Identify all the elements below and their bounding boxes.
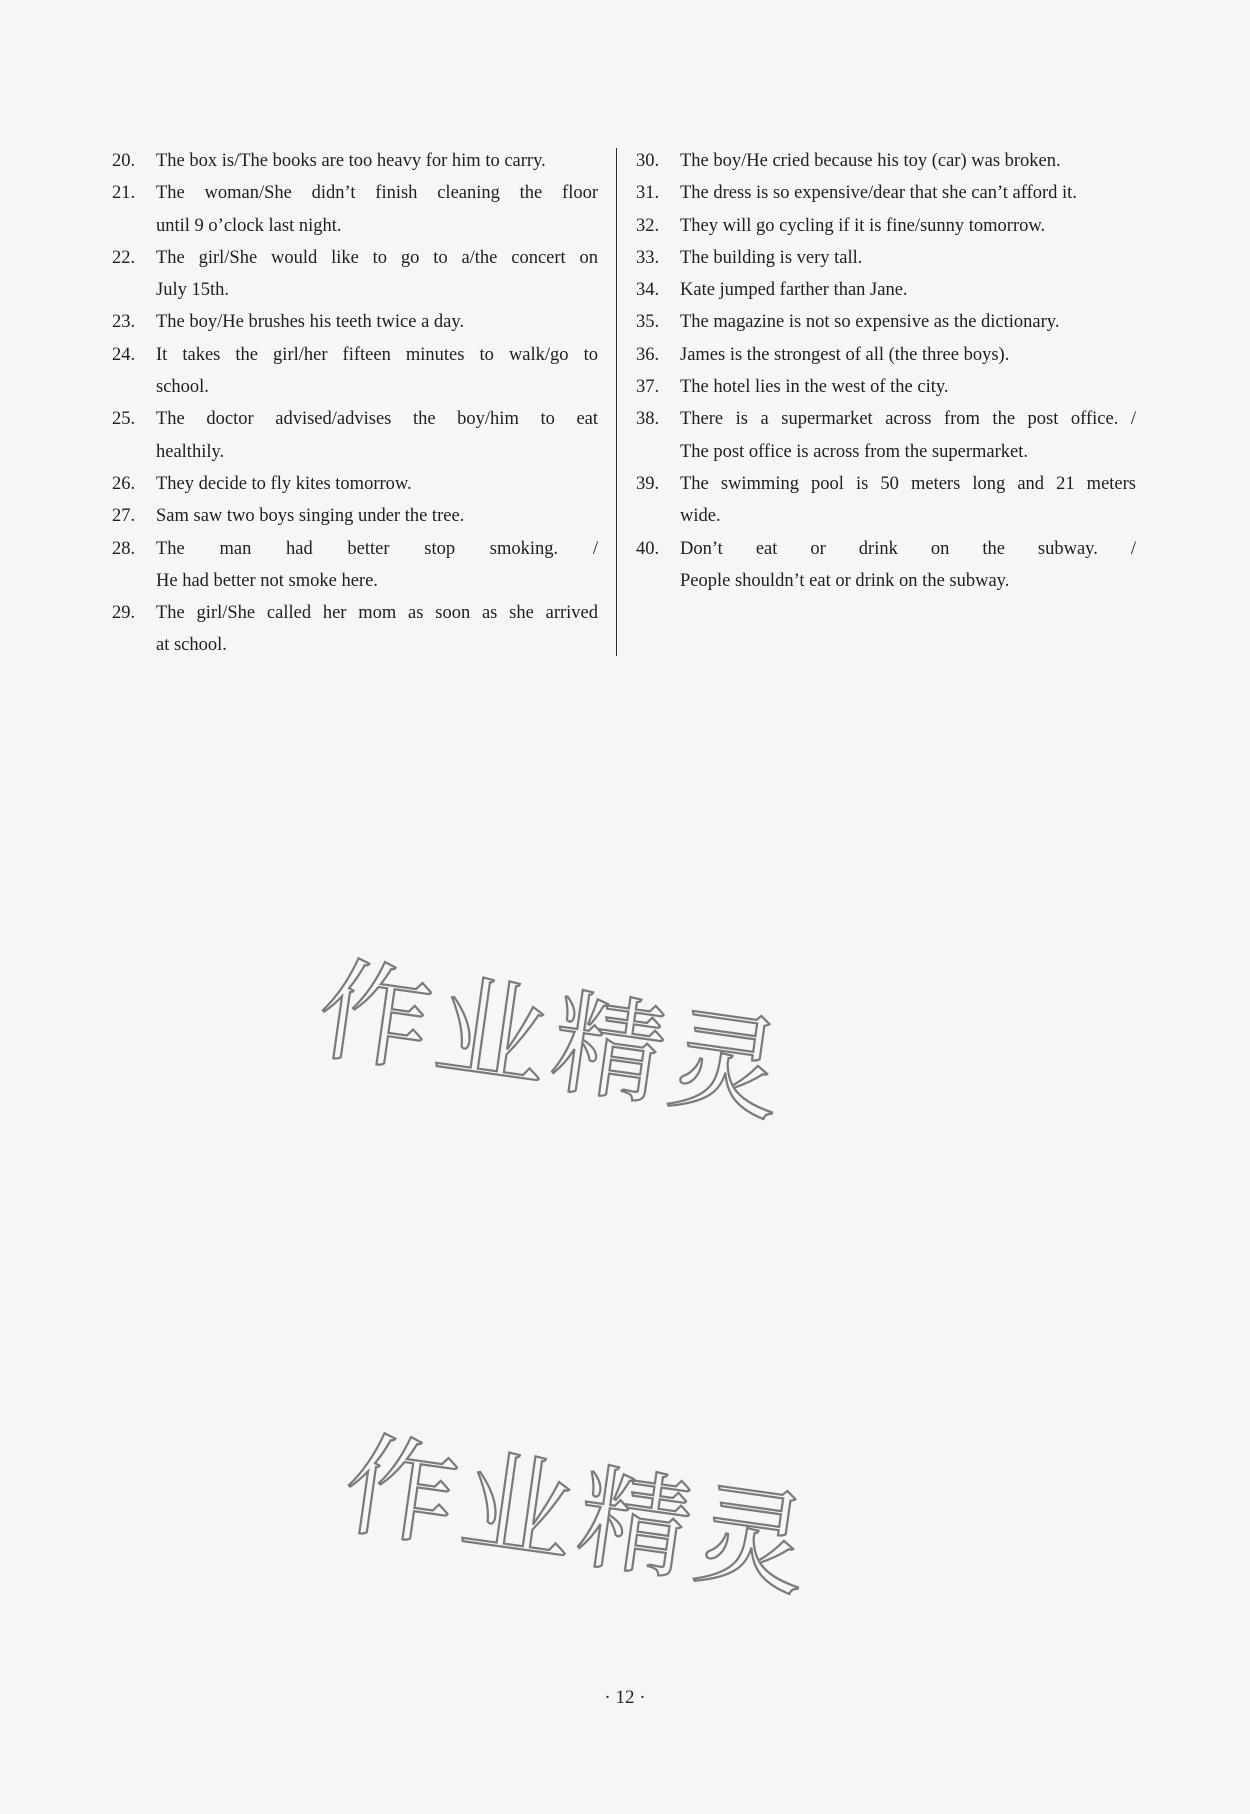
- answer-line: The doctor advised/advises the boy/him to eat: [156, 409, 598, 430]
- answer-text: [680, 468, 1136, 533]
- answer-text: [680, 533, 1136, 598]
- answer-number: 26.: [112, 473, 136, 494]
- answer-line: Sam saw two boys singing under the tree.: [156, 506, 465, 527]
- answer-line: The girl/She called her mom as soon as she arrived: [156, 603, 598, 624]
- answer-item: [112, 468, 598, 500]
- answer-line: They decide to fly kites tomorrow.: [156, 473, 412, 494]
- answer-item: [112, 177, 598, 242]
- answer-line: James is the strongest of all (the three boys).: [680, 344, 1010, 365]
- answer-item: [112, 403, 598, 468]
- answers-right-column: [636, 145, 1136, 597]
- answer-line: It takes the girl/her fifteen minutes to walk/go to: [156, 344, 598, 365]
- answer-item: [112, 500, 598, 532]
- answer-line: The hotel lies in the west of the city.: [680, 377, 949, 398]
- answer-line: healthily.: [156, 441, 225, 462]
- answer-text: [680, 242, 1136, 274]
- answer-line: The boy/He brushes his teeth twice a day.: [156, 312, 465, 333]
- watermark-bottom: 作业精灵: [336, 1419, 822, 1615]
- answer-number: 27.: [112, 506, 136, 527]
- answers-left-column: [112, 145, 598, 662]
- answer-number: 29.: [112, 603, 136, 624]
- watermark-top: 作业精灵: [310, 944, 796, 1140]
- answer-line: There is a supermarket across from the post office. /: [680, 409, 1136, 430]
- answer-line: They will go cycling if it is fine/sunny tomorrow.: [680, 215, 1046, 236]
- answer-line: The boy/He cried because his toy (car) was broken.: [680, 151, 1061, 171]
- answer-number: 23.: [112, 312, 136, 333]
- answer-text: [156, 242, 598, 307]
- answer-line: until 9 o’clock last night.: [156, 215, 342, 236]
- answer-text: [156, 306, 598, 338]
- answer-line: The building is very tall.: [680, 247, 863, 268]
- answer-number: 24.: [112, 344, 136, 365]
- answer-item: [112, 597, 598, 662]
- answer-number: 39.: [636, 473, 660, 494]
- page-number: · 12 ·: [604, 1687, 646, 1708]
- column-divider: [616, 148, 617, 656]
- answer-text: [156, 500, 598, 532]
- answer-line: school.: [156, 377, 209, 398]
- answer-line: at school.: [156, 635, 227, 656]
- answer-line: People shouldn’t eat or drink on the subway.: [680, 570, 1010, 591]
- answer-item: [112, 242, 598, 307]
- answer-number: 28.: [112, 538, 136, 559]
- answer-text: [156, 533, 598, 598]
- answer-item: [636, 371, 1136, 403]
- answer-text: [680, 145, 1136, 177]
- answer-number: 30.: [636, 151, 660, 171]
- answer-item: [636, 242, 1136, 274]
- answer-number: 21.: [112, 183, 136, 204]
- answer-line: The post office is across from the supermarket.: [680, 441, 1028, 462]
- answer-number: 34.: [636, 280, 660, 301]
- answer-item: [112, 533, 598, 598]
- answer-line: July 15th.: [156, 280, 229, 301]
- answer-text: [680, 371, 1136, 403]
- answer-text: [156, 468, 598, 500]
- answer-line: The swimming pool is 50 meters long and 21 meters: [680, 473, 1136, 494]
- answer-item: [636, 339, 1136, 371]
- answer-line: The girl/She would like to go to a/the concert on: [156, 247, 598, 268]
- answer-text: [156, 339, 598, 404]
- answer-text: [680, 306, 1136, 338]
- answer-number: 32.: [636, 215, 660, 236]
- answer-text: [156, 177, 598, 242]
- answer-number: 36.: [636, 344, 660, 365]
- answer-text: [156, 403, 598, 468]
- answer-text: [156, 597, 598, 662]
- answer-line: Don’t eat or drink on the subway. /: [680, 538, 1136, 559]
- answer-text: [680, 274, 1136, 306]
- answer-item: [636, 274, 1136, 306]
- answer-text: [680, 210, 1136, 242]
- answer-text: [156, 145, 598, 177]
- answer-text: [680, 403, 1136, 468]
- answer-item: [112, 306, 598, 338]
- answer-item: [636, 403, 1136, 468]
- answer-item: [636, 177, 1136, 209]
- answer-line: wide.: [680, 506, 721, 527]
- answer-item: [636, 468, 1136, 533]
- answer-number: 31.: [636, 183, 660, 204]
- answer-item: [112, 145, 598, 177]
- answer-item: [636, 145, 1136, 177]
- answer-number: 38.: [636, 409, 660, 430]
- answer-line: The woman/She didn’t finish cleaning the floor: [156, 183, 598, 204]
- answer-number: 37.: [636, 377, 660, 398]
- answer-item: [636, 533, 1136, 598]
- answer-line: The box is/The books are too heavy for him to carry.: [156, 151, 546, 171]
- answer-text: [680, 339, 1136, 371]
- answer-item: [636, 210, 1136, 242]
- answer-item: [112, 339, 598, 404]
- answer-line: The magazine is not so expensive as the dictionary.: [680, 312, 1060, 333]
- answer-number: 22.: [112, 247, 136, 268]
- answer-number: 33.: [636, 247, 660, 268]
- answer-number: 40.: [636, 538, 660, 559]
- answer-number: 20.: [112, 151, 136, 171]
- answer-line: The man had better stop smoking. /: [156, 538, 598, 559]
- answer-line: He had better not smoke here.: [156, 570, 378, 591]
- answer-number: 35.: [636, 312, 660, 333]
- answer-line: Kate jumped farther than Jane.: [680, 280, 908, 301]
- answer-item: [636, 306, 1136, 338]
- answer-number: 25.: [112, 409, 136, 430]
- answer-text: [680, 177, 1136, 209]
- answer-line: The dress is so expensive/dear that she can’t afford it.: [680, 183, 1077, 204]
